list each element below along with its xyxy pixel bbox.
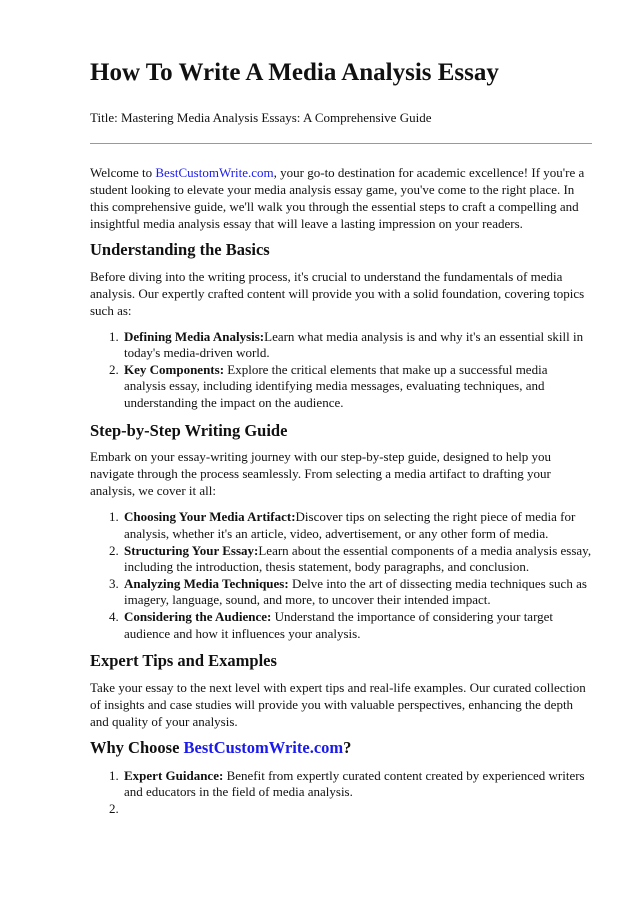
list-item (122, 576, 592, 609)
list-item-text: Learn what media analysis is and why it's an essential skill in today's media-driven world. (124, 328, 584, 361)
guide-list (90, 509, 592, 642)
list-item-label: Expert Guidance: (124, 767, 224, 783)
intro-text-after: , your go-to destination for academic excellence! If you're a student looking to elevate your media analysis essay game, you've come to the right place. In this comprehensive guide, we'll walk you through the essential steps to craft a compelling and insightful media analysis essay that will leave a lasting impression on your readers. (90, 164, 585, 231)
list-item (122, 609, 592, 642)
list-item-label: Key Components: (124, 361, 225, 377)
site-link[interactable]: BestCustomWrite.com (155, 164, 274, 180)
divider (90, 143, 592, 144)
intro-text-before: Welcome to (90, 164, 156, 180)
list-item-label: Choosing Your Media Artifact: (124, 509, 296, 525)
intro-paragraph (90, 164, 592, 232)
section-text-guide: Embark on your essay-writing journey with our step-by-step guide, designed to help you navigate through the process seamlessly. From selecting a media artifact to drafting your analysis, we cover it all: (90, 449, 552, 499)
why-list (90, 768, 592, 818)
list-item-text: Understand the importance of considering your target audience and how it influences your analysis. (124, 609, 554, 641)
list-item (122, 509, 592, 542)
list-item-label: Considering the Audience: (124, 609, 272, 625)
list-item (122, 329, 592, 362)
section-heading-guide: Step-by-Step Writing Guide (90, 420, 288, 440)
basics-list (90, 329, 592, 412)
section-heading-why (90, 738, 592, 758)
list-item-label: Defining Media Analysis: (124, 328, 265, 344)
section-heading-basics: Understanding the Basics (90, 239, 270, 259)
list-item (122, 543, 592, 576)
section-heading-tips: Expert Tips and Examples (90, 651, 277, 671)
heading-text-after: ? (343, 738, 352, 757)
list-item-label: Analyzing Media Techniques: (124, 575, 289, 591)
list-item-text: Benefit from expertly curated content created by experienced writers and educators in the field of media analysis. (124, 767, 585, 800)
heading-site-link[interactable]: BestCustomWrite.com (183, 738, 344, 757)
heading-text-before: Why Choose (90, 738, 184, 757)
section-text-basics: Before diving into the writing process, it's crucial to understand the fundamentals of media analysis. Our expertly crafted content will provide you with a solid foundation, covering topics such as: (90, 268, 585, 318)
list-item (122, 768, 592, 801)
list-item-text: Delve into the art of dissecting media techniques such as imagery, language, sound, and more, to uncover their intended impact. (124, 575, 587, 608)
document-subtitle: Title: Mastering Media Analysis Essays: A Comprehensive Guide (90, 110, 432, 125)
list-item-label: Structuring Your Essay: (124, 542, 259, 558)
list-item-text: Discover tips on selecting the right piece of media for analysis, whether it's an article, video, advertisement, or any other form of media. (124, 509, 576, 542)
list-item (122, 801, 592, 818)
list-item-text: Learn about the essential components of a media analysis essay, including the introduction, thesis statement, body paragraphs, and conclusion. (124, 542, 592, 575)
section-text-tips: Take your essay to the next level with expert tips and real-life examples. Our curated collection of insights and case studies will provide you with valuable perspectives, enhancing the depth and quality of your analysis. (90, 680, 586, 729)
list-item (122, 362, 592, 412)
list-item-text: Explore the critical elements that make up a successful media analysis essay, including identifying media messages, evaluating techniques, and understanding the impact on the audience. (124, 361, 548, 411)
page-title: How To Write A Media Analysis Essay (90, 59, 499, 86)
